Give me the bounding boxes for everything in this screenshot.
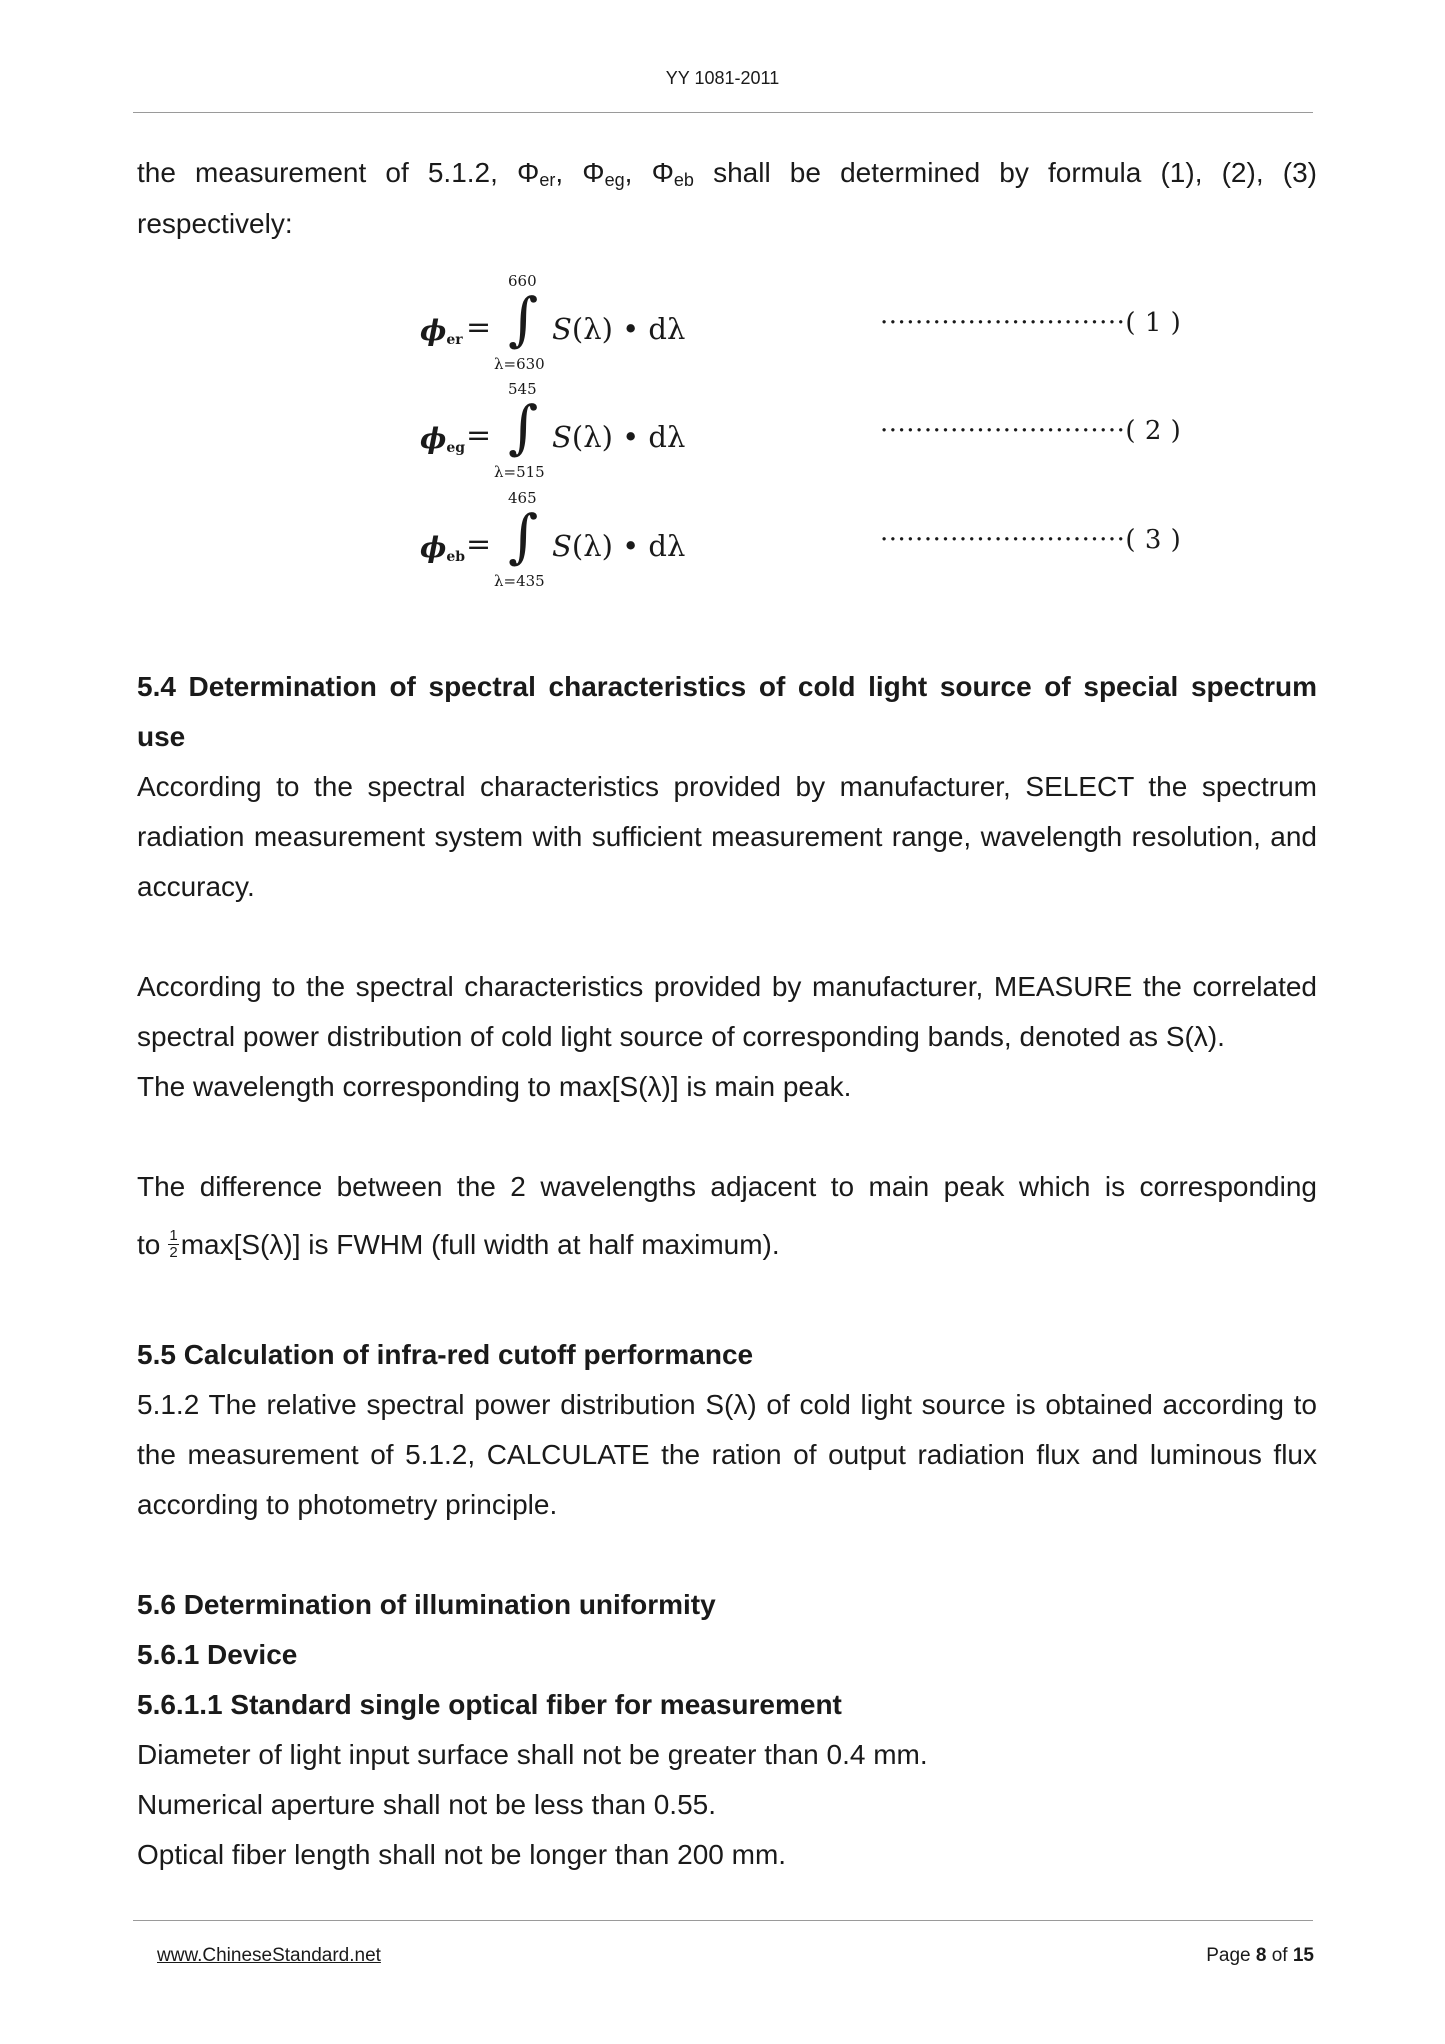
footer-rule (133, 1920, 1313, 1921)
phi-symbol: $\phi_{er}$ (420, 314, 463, 348)
section-5-4-p2-line-1: According to the spectral characteristics provided by manufacturer, MEASURE the correlated (137, 971, 1317, 1002)
integrand: S(λ) • dλ (552, 420, 686, 454)
spec-line-aperture: Numerical aperture shall not be less than 0.55. (137, 1789, 716, 1820)
page-number: Page 8 of 15 (1206, 1945, 1314, 1966)
section-5-6-1-1-heading: 5.6.1.1 Standard single optical fiber for measurement (137, 1689, 842, 1720)
section-5-4-p3-line-1: The difference between the 2 wavelengths adjacent to main peak which is corresponding (137, 1171, 1317, 1202)
formula-2 (400, 380, 1320, 490)
upper-limit: 545 (508, 380, 537, 398)
formula-number: ····························( 2 ) (880, 416, 1182, 446)
integral-sign: ∫ (508, 393, 539, 461)
intro-line-1: the measurement of 5.1.2, $\Phi_{er}$, $\Phi_{eg}$, $\Phi_{eb}$ shall be determined by formula (1), (2), (3) (137, 157, 1317, 190)
formula-number: ····························( 1 ) (880, 308, 1182, 338)
page-header: YY 1081-2011 (665, 68, 780, 88)
section-5-4-paragraph-1: According to the spectral characteristics provided by manufacturer, SELECT the spectrum radiation measurement system with sufficient measurement range, wavelength resolution, and accuracy. (137, 771, 1317, 902)
upper-limit: 660 (508, 272, 537, 290)
spec-line-diameter: Diameter of light input surface shall not be greater than 0.4 mm. (137, 1739, 928, 1770)
section-5-6-heading: 5.6 Determination of illumination uniformity (137, 1589, 716, 1620)
section-5-5-heading: 5.5 Calculation of infra-red cutoff performance (137, 1339, 754, 1370)
section-5-4-heading: 5.4 Determination of spectral characteristics of cold light source of special spectrum (137, 671, 1317, 702)
upper-limit: 465 (508, 489, 537, 507)
equals-sign: = (466, 527, 492, 562)
integral-sign: ∫ (508, 502, 539, 570)
intro-line-2: respectively: (137, 208, 293, 239)
section-5-4-p2-line-3: The wavelength corresponding to max[S(λ)] is main peak. (137, 1071, 852, 1102)
phi-symbol: $\phi_{eb}$ (420, 531, 466, 565)
website-link[interactable]: www.ChineseStandard.net (157, 1945, 381, 1966)
lower-limit: λ=515 (494, 463, 545, 481)
one-half-fraction: $\frac{1}{2}$ (169, 1227, 178, 1262)
header-rule (133, 112, 1313, 113)
integrand: S(λ) • dλ (552, 529, 686, 563)
lower-limit: λ=435 (494, 572, 545, 590)
integrand: S(λ) • dλ (552, 312, 686, 346)
section-5-4-heading-cont: use (137, 721, 186, 752)
phi-symbol: $\phi_{eg}$ (420, 422, 466, 456)
section-5-6-1-heading: 5.6.1 Device (137, 1639, 298, 1670)
formula-number: ····························( 3 ) (880, 525, 1182, 555)
spec-line-length: Optical fiber length shall not be longer than 200 mm. (137, 1839, 787, 1870)
formula-3 (400, 489, 1320, 599)
section-5-5-paragraph: 5.1.2 The relative spectral power distribution S(λ) of cold light source is obtained according to the measurement of 5.1.2, CALCULATE the ration of output radiation flux and luminous flux according to photometry principle. (137, 1389, 1317, 1520)
formula-1 (400, 272, 1320, 382)
section-5-4-p3-line-2: to $\frac{1}{2}$ max[S(λ)] is FWHM (full width at half maximum). (137, 1227, 780, 1262)
section-5-4-p2-line-2: spectral power distribution of cold light source of corresponding bands, denoted as S(λ). (137, 1021, 1225, 1052)
equals-sign: = (466, 418, 492, 453)
lower-limit: λ=630 (494, 355, 545, 373)
integral-sign: ∫ (508, 285, 539, 353)
equals-sign: = (466, 310, 492, 345)
